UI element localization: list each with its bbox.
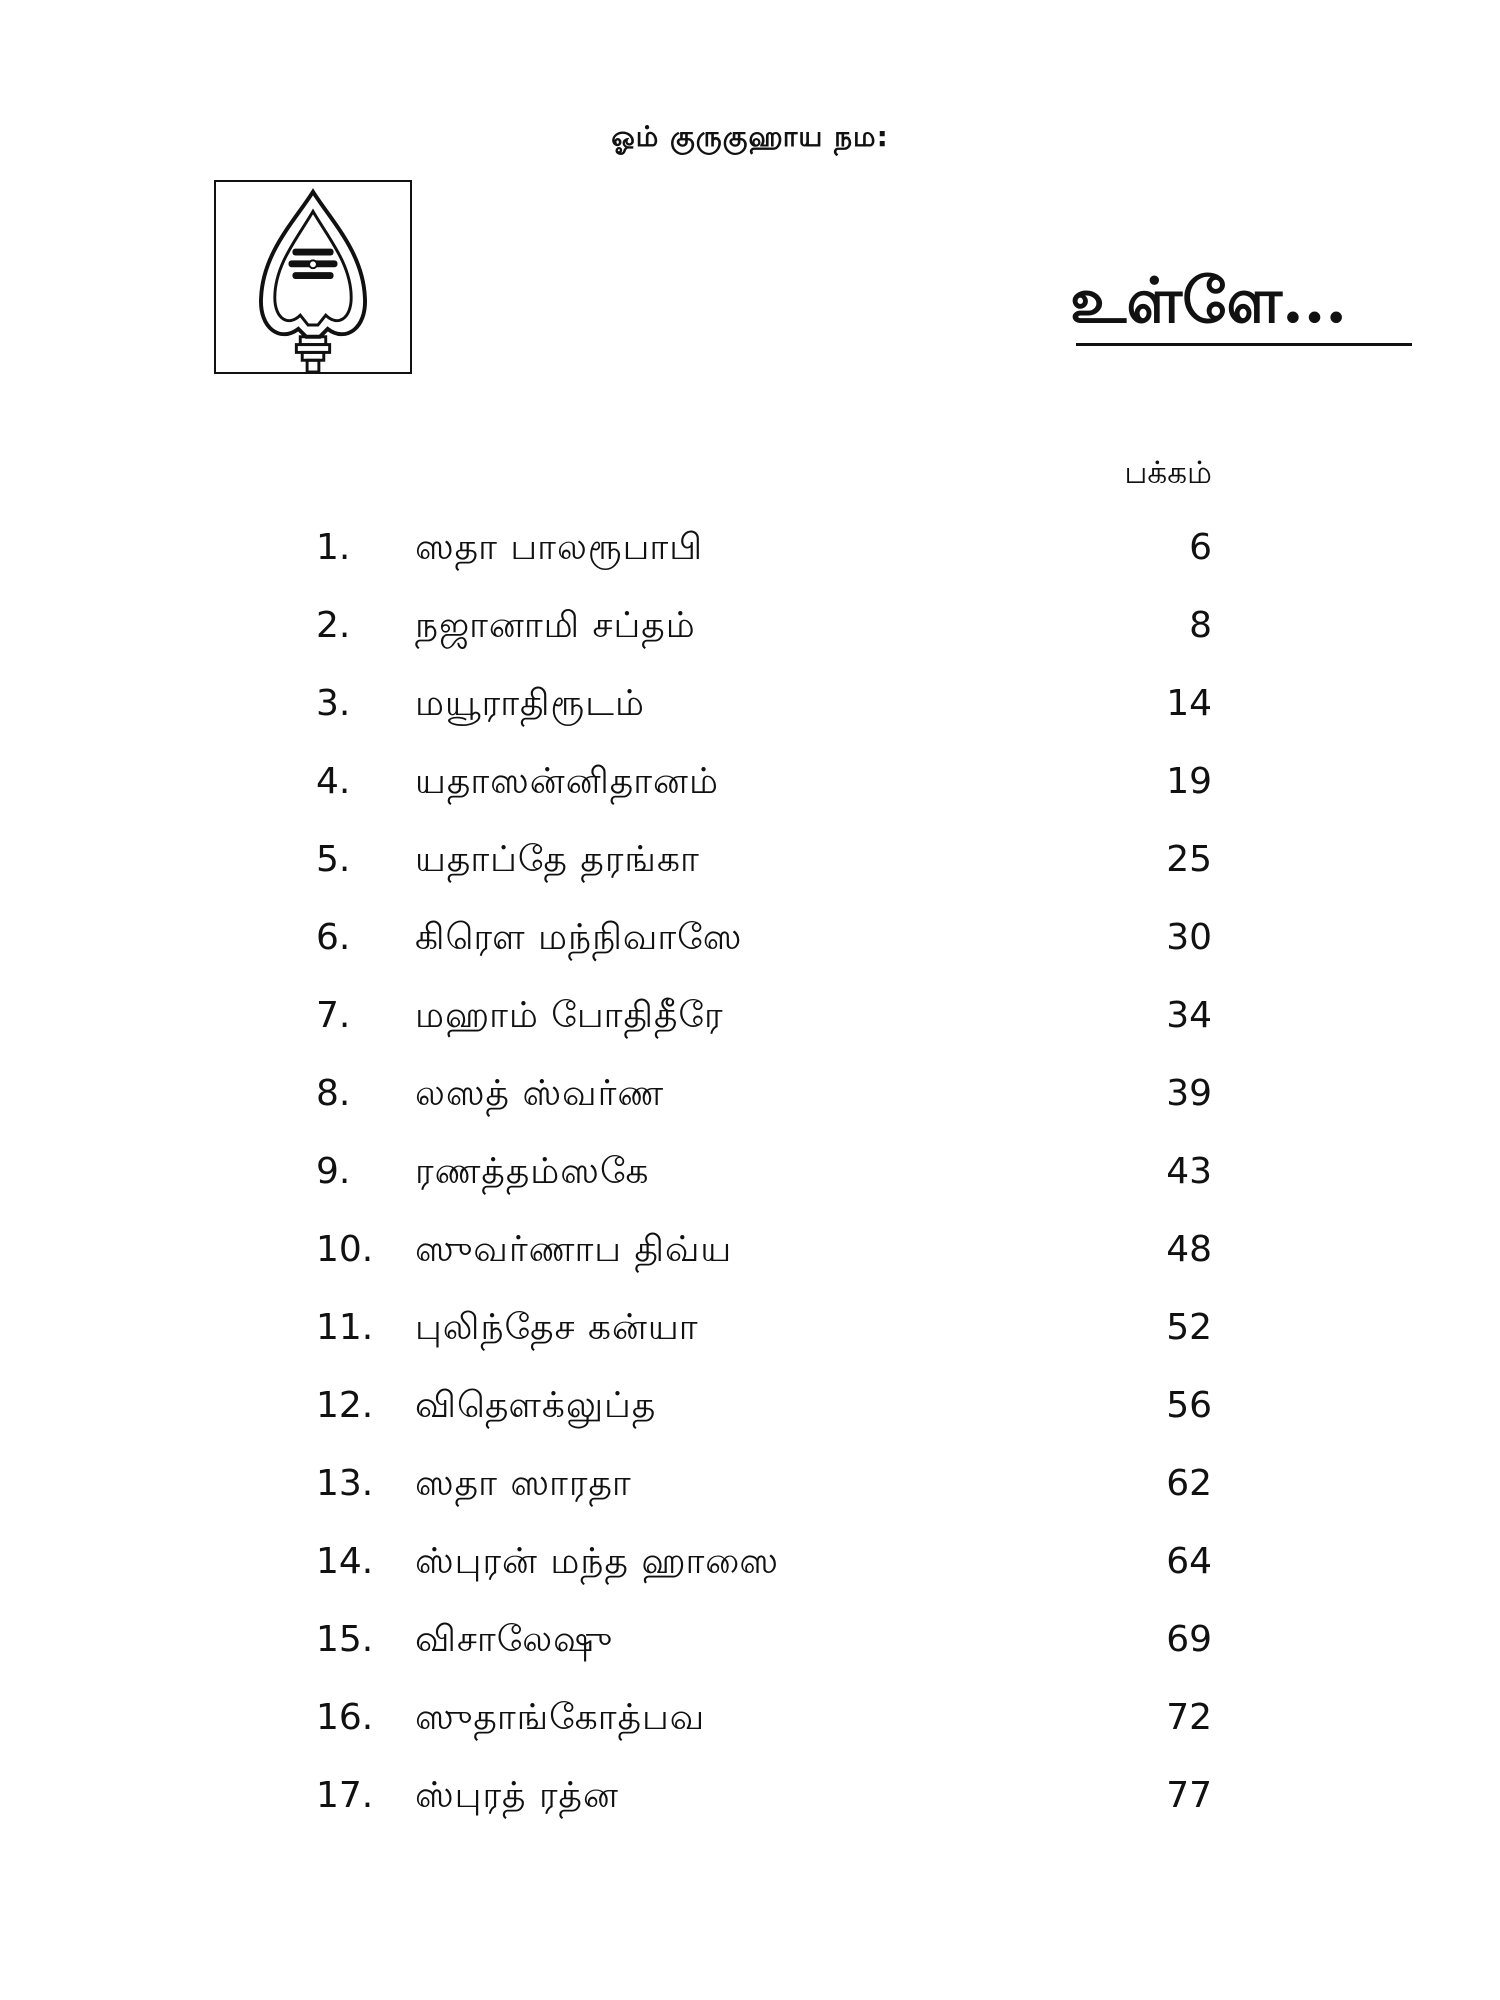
- toc-entry-number: 8.: [316, 1073, 351, 1114]
- toc-entry-title: புலிந்தேச கன்யா: [415, 1307, 699, 1348]
- toc-entry-page: 25: [1166, 839, 1212, 880]
- toc-entry-number: 2.: [316, 605, 351, 646]
- toc-entry-title: யதாஸன்னிதானம்: [415, 761, 719, 802]
- page-title: உள்ளே...: [1070, 264, 1347, 337]
- toc-entry-page: 69: [1166, 1619, 1212, 1660]
- toc-entry: [300, 756, 1220, 834]
- toc-entry-number: 1.: [316, 527, 351, 568]
- toc-entry-page: 34: [1166, 995, 1212, 1036]
- toc-entry-page: 43: [1166, 1151, 1212, 1192]
- toc-entry-number: 5.: [316, 839, 351, 880]
- toc-entry-page: 64: [1166, 1541, 1212, 1582]
- toc-entry-page: 30: [1166, 917, 1212, 958]
- toc-entry-page: 39: [1166, 1073, 1212, 1114]
- toc-entry-page: 14: [1166, 683, 1212, 724]
- toc-entry: [300, 600, 1220, 678]
- table-of-contents: [300, 522, 1220, 1848]
- toc-entry: [300, 1380, 1220, 1458]
- toc-entry-number: 12.: [316, 1385, 374, 1426]
- toc-entry: [300, 912, 1220, 990]
- toc-entry: [300, 1068, 1220, 1146]
- toc-entry-number: 3.: [316, 683, 351, 724]
- toc-entry: [300, 990, 1220, 1068]
- toc-entry-title: நஜானாமி சப்தம்: [415, 605, 696, 646]
- toc-entry-page: 56: [1166, 1385, 1212, 1426]
- toc-entry-title: லஸத் ஸ்வர்ண: [415, 1073, 665, 1114]
- toc-entry-title: ஸுவர்ணாப திவ்ய: [415, 1229, 733, 1270]
- toc-entry-title: ஸதா பாலரூபாபி: [415, 527, 704, 568]
- toc-entry: [300, 1224, 1220, 1302]
- toc-entry-title: ரணத்தம்ஸகே: [415, 1151, 650, 1192]
- invocation-line: ஓம் குருகுஹாய நம:: [611, 120, 889, 153]
- toc-entry-title: விதௌக்லுப்த: [415, 1385, 657, 1426]
- vel-spear-icon: [216, 182, 410, 372]
- toc-entry-title: கிரௌ மந்நிவாஸே: [415, 917, 743, 958]
- toc-entry: [300, 1614, 1220, 1692]
- toc-entry-title: ஸதா ஸாரதா: [415, 1463, 632, 1504]
- title-underline: [1076, 343, 1412, 346]
- toc-entry-page: 72: [1166, 1697, 1212, 1738]
- toc-entry: [300, 522, 1220, 600]
- toc-entry-number: 17.: [316, 1775, 374, 1816]
- toc-entry-title: விசாலேஷு: [415, 1619, 614, 1660]
- toc-entry: [300, 1146, 1220, 1224]
- toc-entry: [300, 1692, 1220, 1770]
- toc-entry-page: 6: [1189, 527, 1212, 568]
- toc-entry-title: ஸ்புரன் மந்த ஹாஸை: [415, 1541, 780, 1582]
- toc-entry-title: யதாப்தே தரங்கா: [415, 839, 700, 880]
- toc-entry-title: மஹாம் போதிதீரே: [415, 995, 724, 1036]
- toc-entry-number: 10.: [316, 1229, 374, 1270]
- toc-entry-number: 6.: [316, 917, 351, 958]
- toc-entry-title: ஸ்புரத் ரத்ன: [415, 1775, 619, 1816]
- page-column-label: பக்கம்: [1124, 455, 1212, 491]
- toc-entry-number: 14.: [316, 1541, 374, 1582]
- toc-entry: [300, 1536, 1220, 1614]
- toc-entry-page: 48: [1166, 1229, 1212, 1270]
- toc-entry-page: 77: [1166, 1775, 1212, 1816]
- toc-entry-title: ஸுதாங்கோத்பவ: [415, 1697, 706, 1738]
- toc-entry: [300, 1458, 1220, 1536]
- toc-entry-title: மயூராதிரூடம்: [415, 683, 645, 724]
- toc-entry: [300, 834, 1220, 912]
- toc-entry: [300, 678, 1220, 756]
- toc-entry-number: 13.: [316, 1463, 374, 1504]
- toc-entry-page: 62: [1166, 1463, 1212, 1504]
- toc-entry-number: 9.: [316, 1151, 351, 1192]
- toc-entry-number: 15.: [316, 1619, 374, 1660]
- vel-emblem: [214, 180, 412, 374]
- toc-entry-number: 11.: [316, 1307, 374, 1348]
- toc-entry-number: 4.: [316, 761, 351, 802]
- toc-entry-page: 19: [1166, 761, 1212, 802]
- toc-entry: [300, 1770, 1220, 1848]
- toc-entry-number: 16.: [316, 1697, 374, 1738]
- toc-entry-page: 52: [1166, 1307, 1212, 1348]
- toc-entry-number: 7.: [316, 995, 351, 1036]
- toc-entry: [300, 1302, 1220, 1380]
- toc-entry-page: 8: [1189, 605, 1212, 646]
